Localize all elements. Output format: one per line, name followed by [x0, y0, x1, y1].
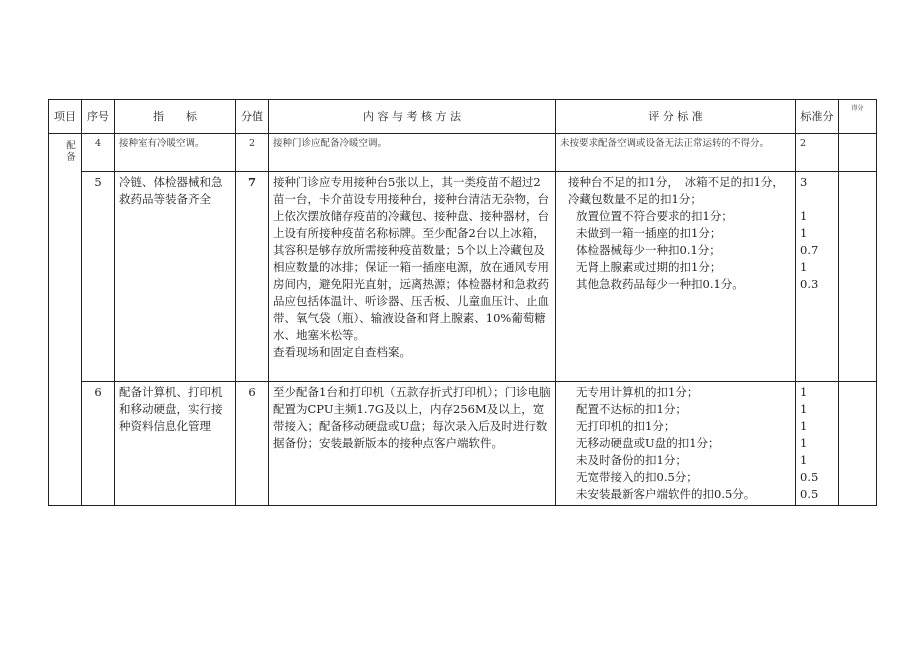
points-line: 0.7 — [800, 243, 819, 257]
points-line: 1 — [800, 226, 808, 240]
row-criteria: 未按要求配备空调或设备无法正常运转的不得分。 — [556, 134, 796, 172]
header-row — [49, 100, 877, 134]
header-category: 项目 — [49, 100, 82, 134]
points-line: 1 — [800, 260, 808, 274]
row-points — [796, 172, 839, 382]
row-criteria — [556, 382, 796, 506]
header-score: 分值 — [236, 100, 269, 134]
row-indicator: 接种室有冷暖空调。 — [115, 134, 236, 172]
criteria-line: 放置位置不符合要求的扣1分； — [576, 209, 733, 223]
row-seq: 6 — [82, 382, 115, 506]
criteria-line: 未及时备份的扣1分； — [576, 453, 687, 467]
header-earned: 得分 — [839, 100, 877, 134]
criteria-line: 无肾上腺素或过期的扣1分； — [576, 260, 722, 274]
points-line: 1 — [800, 402, 808, 416]
table-row — [49, 134, 877, 172]
points-line: 3 — [800, 175, 808, 189]
criteria-line: 未做到一箱一插座的扣1分； — [576, 226, 722, 240]
header-criteria: 评 分 标 准 — [556, 100, 796, 134]
table-row — [49, 172, 877, 382]
row-indicator: 配备计算机、打印机和移动硬盘，实行接种资料信息化管理 — [115, 382, 236, 506]
points-line: 1 — [800, 436, 808, 450]
points-line: 1 — [800, 209, 808, 223]
row-earned — [839, 134, 877, 172]
criteria-line: 接种台不足的扣1分， 冰箱不足的扣1分，冷藏包数量不足的扣1分； — [568, 175, 784, 206]
row-content: 接种门诊应专用接种台5张以上，其一类疫苗不超过2苗一台，卡介苗设专用接种台，接种台清洁无杂物，台上依次摆放储存疫苗的冷藏包、接种盘、接种器材，台上设有所接种疫苗名称标牌。至少配备2台以上冰箱，其容积是够存放所需接种疫苗数量；5个以上冷藏包及相应数量的冰排；保证一箱一插座电源，放在通风专用房间内，避免阳光直射，远离热源；体检器材和急救药品应包括体温计、听诊器、压舌板、儿童血压计、止血带、氧气袋（瓶）、输液设备和肾上腺素、10%葡萄糖水、地塞米松等。 查看现场和固定自查档案。 — [269, 172, 556, 382]
row-content: 至少配备1台和打印机（五款存折式打印机）；门诊电脑配置为CPU主频1.7G及以上，内存256M及以上，宽带接入；配备移动硬盘或U盘；每次录入后及时进行数据备份；安装最新版本的接种点客户端软件。 — [269, 382, 556, 506]
criteria-line: 无打印机的扣1分； — [576, 419, 676, 433]
row-score: 7 — [236, 172, 269, 382]
points-line: 1 — [800, 453, 808, 467]
row-content: 接种门诊应配备冷暖空调。 — [269, 134, 556, 172]
row-seq: 4 — [82, 134, 115, 172]
header-seq: 序号 — [82, 100, 115, 134]
criteria-line: 体检器械每少一种扣0.1分； — [576, 243, 721, 257]
points-line: 0.3 — [800, 277, 819, 291]
row-points — [796, 382, 839, 506]
row-score: 2 — [236, 134, 269, 172]
points-line: 1 — [800, 385, 808, 399]
category-cell: 配备 — [49, 134, 82, 506]
points-line: 0.5 — [800, 487, 819, 501]
criteria-line: 配置不达标的扣1分； — [576, 402, 687, 416]
row-seq: 5 — [82, 172, 115, 382]
row-earned — [839, 172, 877, 382]
criteria-line: 其他急救药品每少一种扣0.1分。 — [576, 277, 744, 291]
row-indicator: 冷链、体检器械和急救药品等装备齐全 — [115, 172, 236, 382]
row-points: 2 — [796, 134, 839, 172]
criteria-line: 无宽带接入的扣0.5分； — [576, 470, 698, 484]
row-score: 6 — [236, 382, 269, 506]
header-content: 内 容 与 考 核 方 法 — [269, 100, 556, 134]
points-line: 0.5 — [800, 470, 819, 484]
header-indicator: 指 标 — [115, 100, 236, 134]
points-line — [800, 191, 834, 208]
row-criteria — [556, 172, 796, 382]
criteria-line: 未安装最新客户端软件的扣0.5分。 — [576, 487, 756, 501]
header-standard-score: 标准分 — [796, 100, 839, 134]
points-line: 1 — [800, 419, 808, 433]
table-row — [49, 382, 877, 506]
row-earned — [839, 382, 877, 506]
criteria-line: 无专用计算机的扣1分； — [576, 385, 699, 399]
criteria-line: 无移动硬盘或U盘的扣1分； — [576, 436, 720, 450]
assessment-table — [48, 99, 877, 506]
